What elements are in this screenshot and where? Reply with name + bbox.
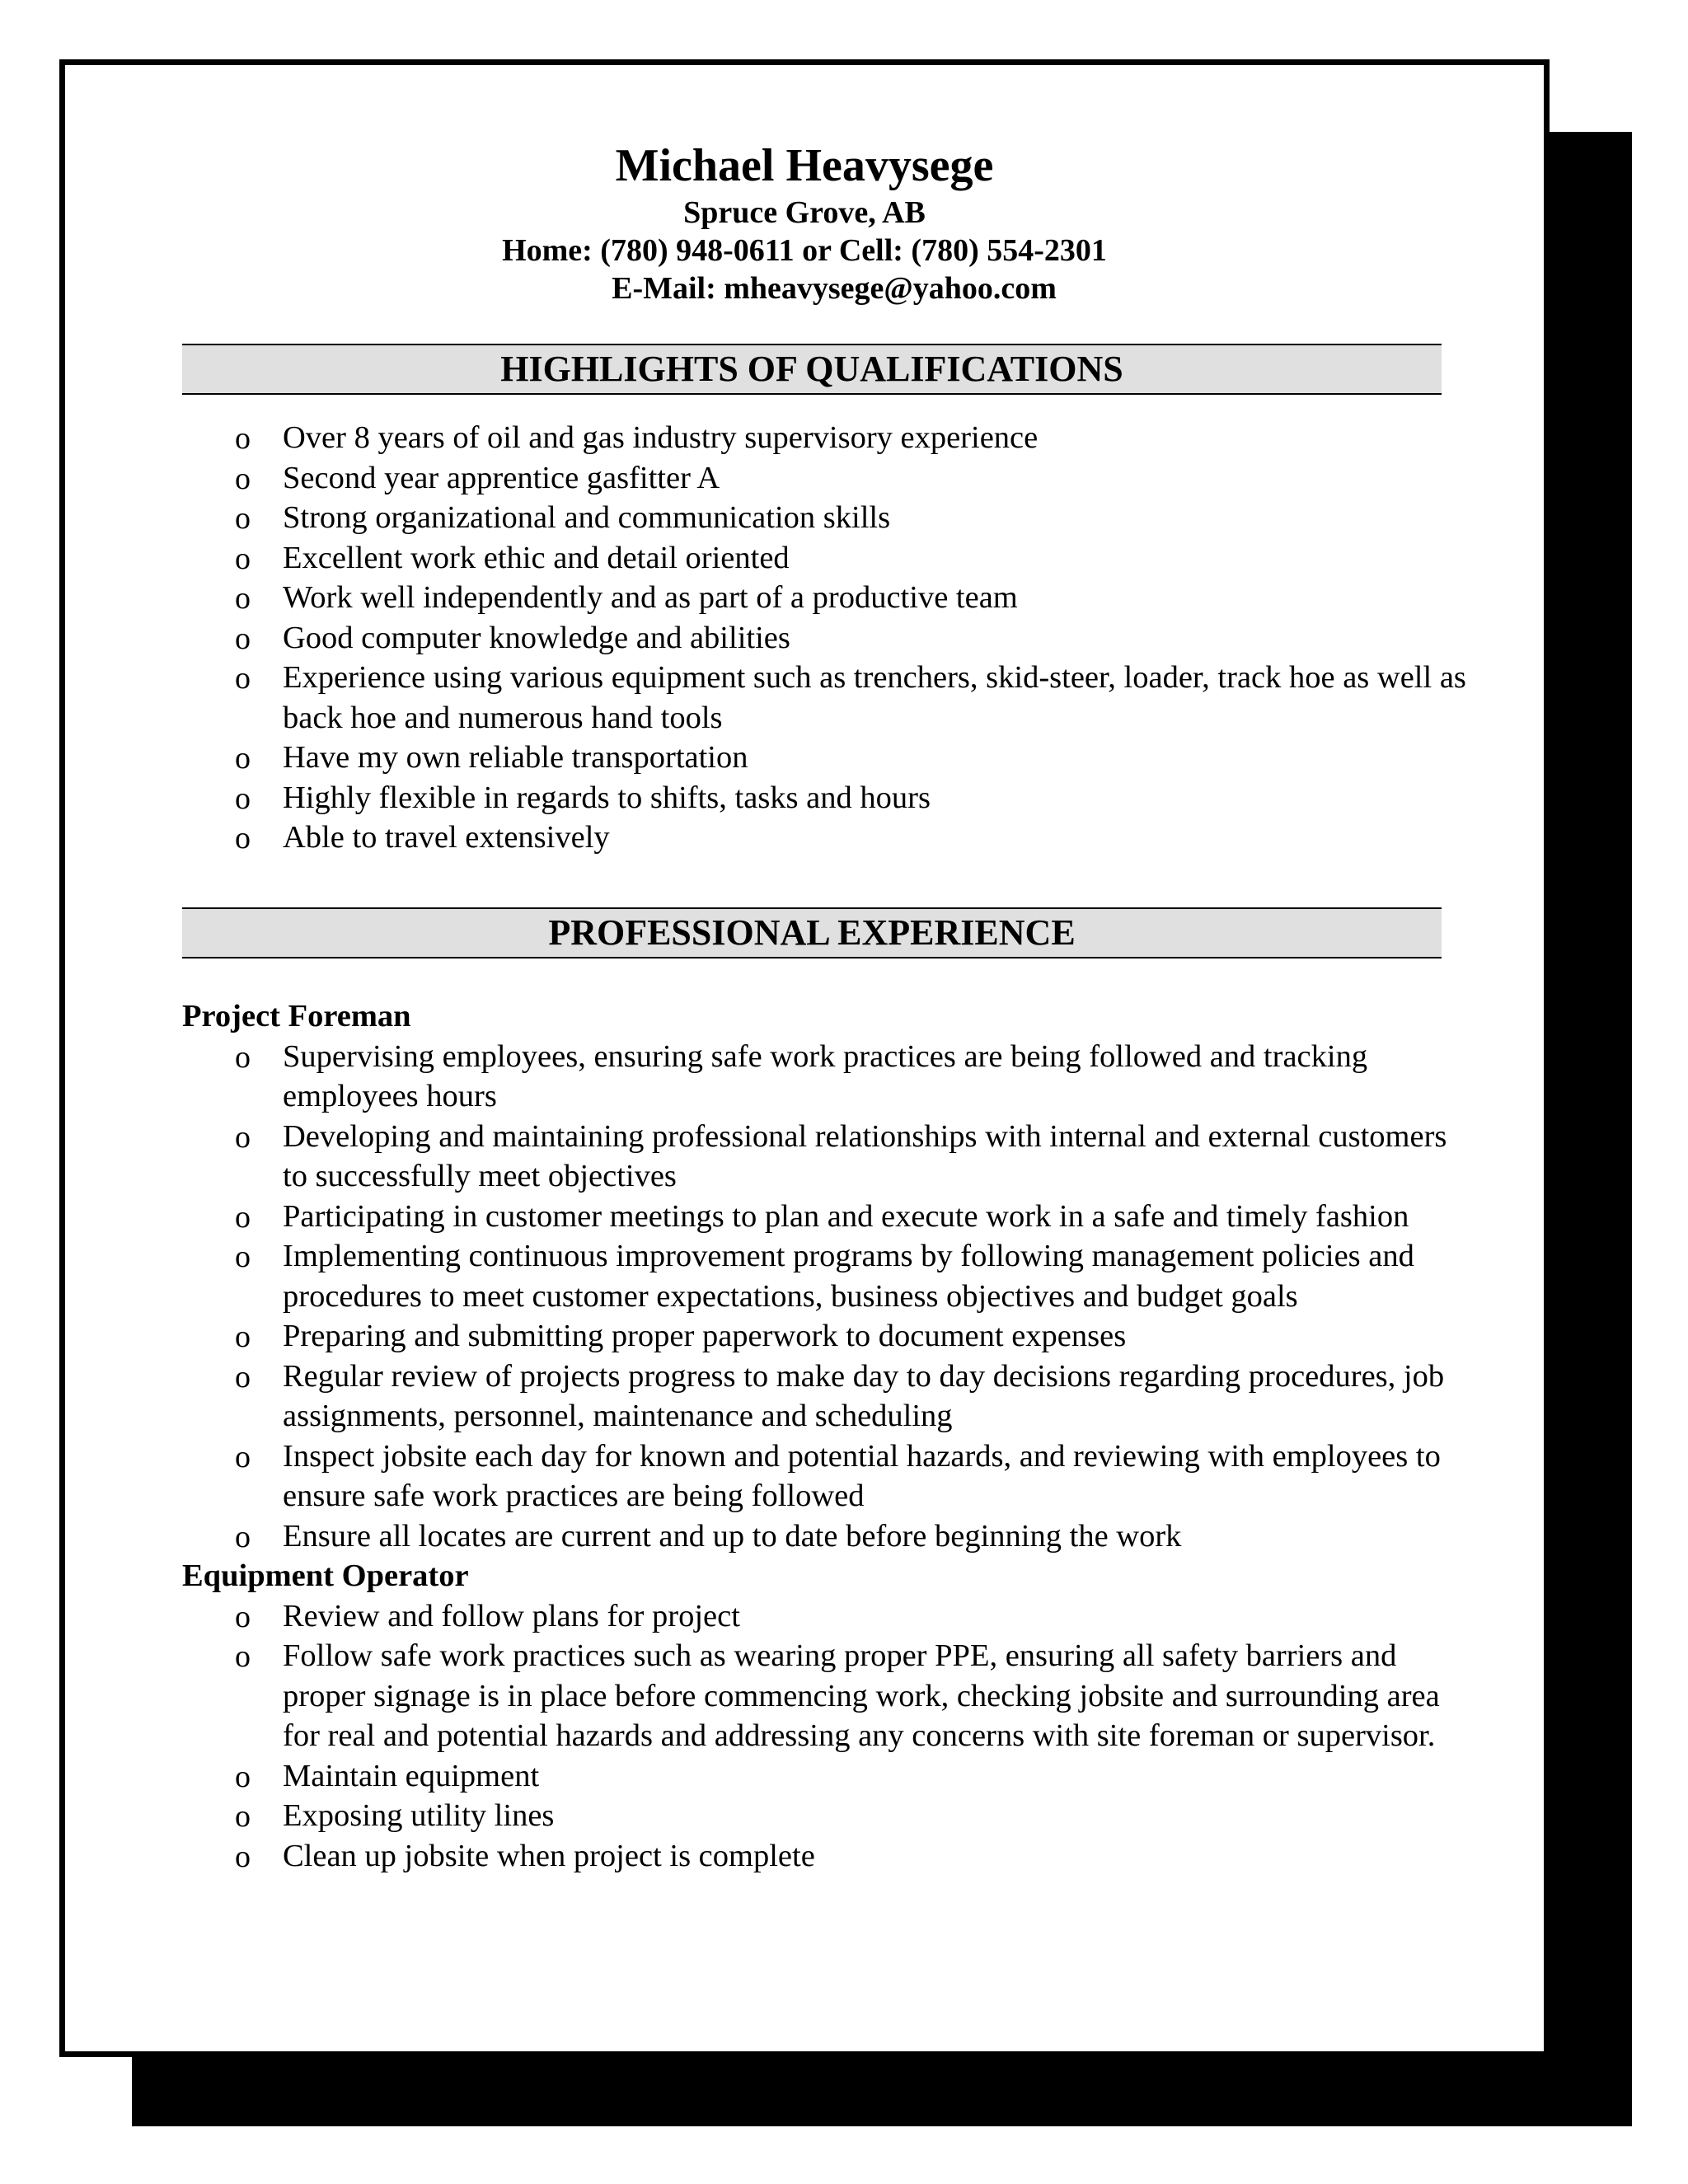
list-item: o Exposing utility lines bbox=[182, 1796, 1468, 1836]
list-item: o Work well independently and as part of a productive team bbox=[182, 578, 1468, 618]
bullet-icon: o bbox=[235, 1439, 251, 1474]
bullet-icon: o bbox=[235, 1199, 251, 1235]
applicant-name: Michael Heavysege bbox=[615, 140, 994, 191]
list-item: o Experience using various equipment such as trenchers, skid-steer, loader, track hoe as well as back hoe and numerous hand tools bbox=[182, 658, 1468, 738]
list-item: o Regular review of projects progress to make day to day decisions regarding procedures, job assignments, personnel, maintenance and scheduling bbox=[182, 1357, 1468, 1436]
list-item: o Inspect jobsite each day for known and potential hazards, and reviewing with employees to ensure safe work practices are being followed bbox=[182, 1436, 1468, 1516]
bullet-icon: o bbox=[235, 541, 251, 576]
bullet-icon: o bbox=[235, 621, 251, 656]
bullet-icon: o bbox=[235, 1039, 251, 1075]
bullet-icon: o bbox=[235, 780, 251, 816]
section-heading-highlights: HIGHLIGHTS OF QUALIFICATIONS bbox=[182, 344, 1442, 395]
section-heading-experience: PROFESSIONAL EXPERIENCE bbox=[182, 907, 1442, 958]
list-item: o Highly flexible in regards to shifts, tasks and hours bbox=[182, 778, 1468, 818]
list-item: o Excellent work ethic and detail oriented bbox=[182, 538, 1468, 579]
bullet-icon: o bbox=[235, 1759, 251, 1794]
bullet-icon: o bbox=[235, 1319, 251, 1354]
highlights-list bbox=[182, 418, 1468, 858]
job-title-equipment-operator: Equipment Operator bbox=[182, 1558, 469, 1593]
applicant-email: E-Mail: mheavysege@yahoo.com bbox=[612, 271, 1057, 306]
list-item: o Implementing continuous improvement programs by following management policies and procedures to meet customer expectations, business objectives and budget goals bbox=[182, 1236, 1468, 1316]
bullet-icon: o bbox=[235, 1240, 251, 1274]
bullet-icon: o bbox=[235, 1799, 251, 1834]
list-item: o Supervising employees, ensuring safe work practices are being followed and tracking employees hours bbox=[182, 1037, 1468, 1117]
list-item: o Maintain equipment bbox=[182, 1756, 1468, 1797]
list-item: o Review and follow plans for project bbox=[182, 1596, 1468, 1637]
list-item: o Second year apprentice gasfitter A bbox=[182, 458, 1468, 499]
bullet-icon: o bbox=[235, 661, 251, 696]
list-item: o Clean up jobsite when project is complete bbox=[182, 1836, 1468, 1877]
list-item: o Strong organizational and communication skills bbox=[182, 498, 1468, 538]
bullet-icon: o bbox=[235, 501, 251, 536]
list-item: o Able to travel extensively bbox=[182, 818, 1468, 858]
bullet-icon: o bbox=[235, 1599, 251, 1634]
applicant-location: Spruce Grove, AB bbox=[683, 195, 926, 230]
bullet-icon: o bbox=[235, 821, 251, 855]
list-item: o Developing and maintaining professional relationships with internal and external customers to successfully meet objectives bbox=[182, 1117, 1468, 1197]
job-title-project-foreman: Project Foreman bbox=[182, 999, 411, 1033]
list-item: o Follow safe work practices such as wearing proper PPE, ensuring all safety barriers and proper signage is in place before commencing work, checking jobsite and surrounding area for real and potential hazards and addressing any concerns with site foreman or supervisor. bbox=[182, 1636, 1468, 1756]
bullet-icon: o bbox=[235, 581, 251, 616]
list-item: o Good computer knowledge and abilities bbox=[182, 618, 1468, 658]
resume-page bbox=[59, 59, 1550, 2057]
bullet-icon: o bbox=[235, 421, 251, 456]
bullet-icon: o bbox=[235, 461, 251, 496]
bullet-icon: o bbox=[235, 741, 251, 776]
bullet-icon: o bbox=[235, 1839, 251, 1874]
bullet-icon: o bbox=[235, 1359, 251, 1394]
bullet-icon: o bbox=[235, 1639, 251, 1674]
list-item: o Have my own reliable transportation bbox=[182, 738, 1468, 778]
bullet-icon: o bbox=[235, 1519, 251, 1554]
list-item: o Participating in customer meetings to plan and execute work in a safe and timely fashion bbox=[182, 1197, 1468, 1237]
list-item: o Preparing and submitting proper paperwork to document expenses bbox=[182, 1316, 1468, 1357]
applicant-phones: Home: (780) 948-0611 or Cell: (780) 554-2301 bbox=[502, 233, 1107, 268]
experience-list bbox=[182, 996, 1468, 1876]
bullet-icon: o bbox=[235, 1119, 251, 1155]
list-item: o Over 8 years of oil and gas industry supervisory experience bbox=[182, 418, 1468, 458]
list-item: o Ensure all locates are current and up to date before beginning the work bbox=[182, 1516, 1468, 1557]
